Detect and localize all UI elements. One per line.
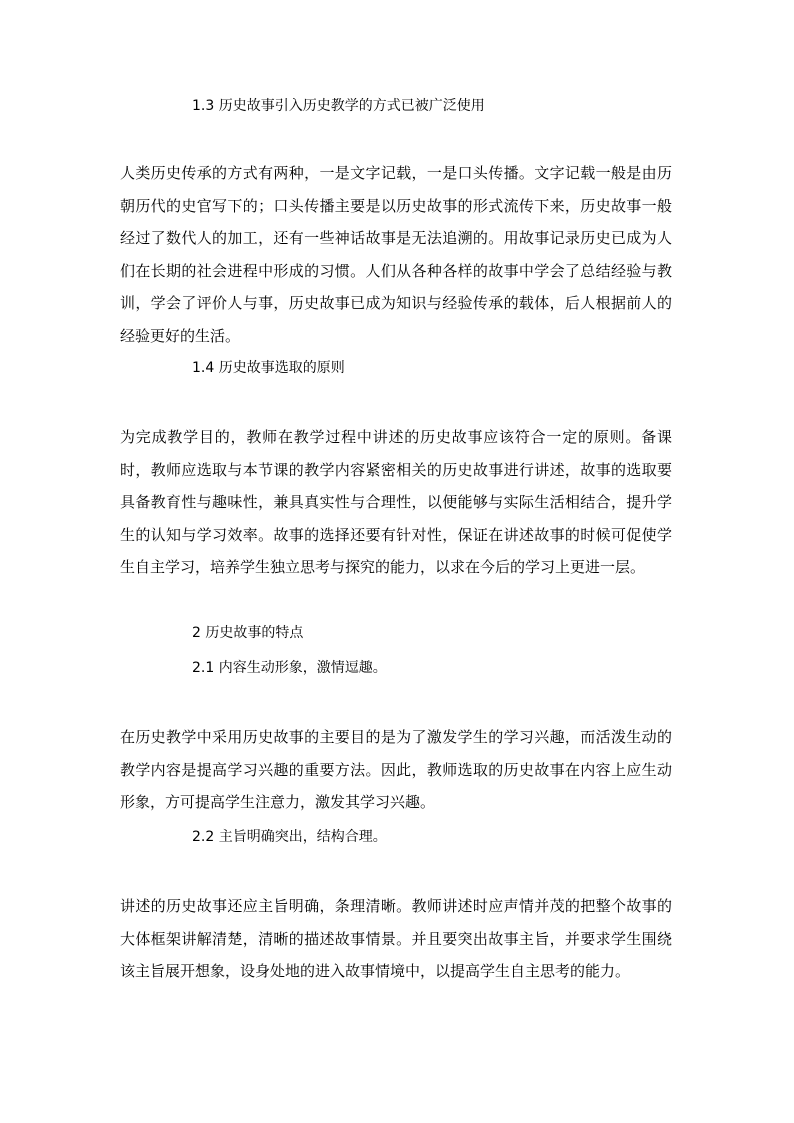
section-heading-1-4: 1.4 历史故事选取的原则 — [192, 360, 345, 376]
section-paragraph-2-2: 讲述的历史故事还应主旨明确，条理清晰。教师讲述时应声情并茂的把整个故事的大体框架讲解清楚，清晰的描述故事情景。并且要突出故事主旨，并要求学生围绕该主旨展开想象，设身处地的进入故事情境中，以提高学生自主思考的能力。 — [120, 897, 672, 980]
section-heading-2-2: 2.2 主旨明确突出，结构合理。 — [192, 829, 387, 845]
section-heading-1-3: 1.3 历史故事引入历史教学的方式已被广泛使用 — [192, 98, 485, 114]
section-paragraph-1-4: 为完成教学目的，教师在教学过程中讲述的历史故事应该符合一定的原则。备课时，教师应选取与本节课的教学内容紧密相关的历史故事进行讲述，故事的选取要具备教育性与趣味性，兼具真实性与合理性，以便能够与实际生活相结合，提升学生的认知与学习效率。故事的选择还要有针对性，保证在讲述故事的时候可促使学生自主学习，培养学生独立思考与探究的能力，以求在今后的学习上更进一层。 — [120, 428, 672, 576]
section-heading-2-1: 2.1 内容生动形象，激情逗趣。 — [192, 660, 387, 676]
section-paragraph-1-3: 人类历史传承的方式有两种，一是文字记载，一是口头传播。文字记载一般是由历朝历代的史官写下的；口头传播主要是以历史故事的形式流传下来，历史故事一般经过了数代人的加工，还有一些神话故事是无法追溯的。用故事记录历史已成为人们在长期的社会进程中形成的习惯。人们从各种各样的故事中学会了总结经验与教训，学会了评价人与事，历史故事已成为知识与经验传承的载体，后人根据前人的经验更好的生活。 — [120, 164, 672, 345]
section-paragraph-2-1: 在历史教学中采用历史故事的主要目的是为了激发学生的学习兴趣，而活泼生动的教学内容是提高学习兴趣的重要方法。因此，教师选取的历史故事在内容上应生动形象，方可提高学生注意力，激发其学习兴趣。 — [120, 728, 672, 811]
section-heading-2: 2 历史故事的特点 — [192, 625, 304, 641]
